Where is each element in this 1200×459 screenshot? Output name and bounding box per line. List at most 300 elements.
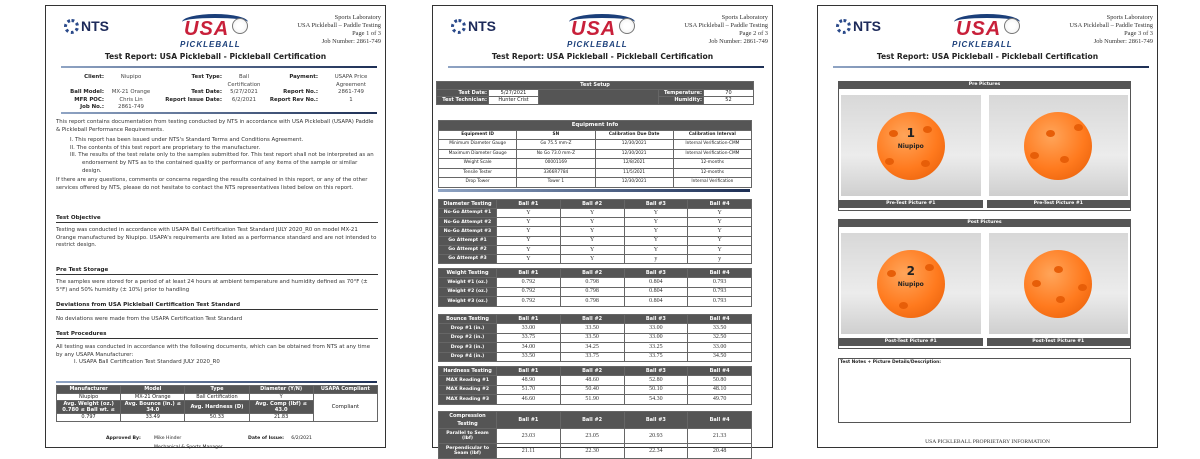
measurement-value: 0.804 xyxy=(624,287,688,297)
summary-header: Diameter (Y/N) xyxy=(249,386,313,394)
info-label: Test Date: xyxy=(191,89,222,95)
section-heading-deviations: Deviations from USA Pickleball Certification Test Standard xyxy=(56,302,378,310)
measurement-value: Y xyxy=(560,209,624,218)
terms-list xyxy=(56,137,378,175)
measurement-value: Y xyxy=(624,236,688,245)
term-item: I. This report has been issued under NTS's Standard Terms and Conditions Agreement. xyxy=(70,137,304,144)
humidity-label: Humidity: xyxy=(658,97,703,105)
measurement-value: 22.34 xyxy=(624,444,688,459)
ball-image xyxy=(877,250,945,318)
ball-column-header: Ball #2 xyxy=(560,412,624,429)
page-number: Page 3 of 3 xyxy=(1124,30,1153,37)
summary-value: 33.49 xyxy=(121,414,185,422)
measurement-value: 20.48 xyxy=(688,444,752,459)
intro-text xyxy=(56,119,378,192)
measurement-value: 0.804 xyxy=(624,278,688,288)
measurement-value: Y xyxy=(688,218,752,227)
table-row xyxy=(439,278,752,288)
test-table xyxy=(438,411,752,459)
info-value: MX-21 Orange xyxy=(111,89,151,95)
test-table xyxy=(438,314,752,362)
program-name: USA Pickleball – Paddle Testing xyxy=(297,22,381,29)
ball-column-header: Ball #2 xyxy=(560,367,624,376)
pre-pictures xyxy=(838,81,1131,211)
info-value: Niupipo xyxy=(120,74,142,80)
issue-date-value: 6/2/2021 xyxy=(291,436,312,441)
program-name: USA Pickleball – Paddle Testing xyxy=(1069,22,1153,29)
measurement-value: 51.90 xyxy=(560,395,624,405)
measurement-value: 0.798 xyxy=(560,278,624,288)
measurement-value: 34.00 xyxy=(497,343,561,353)
row-label: No-Go Attempt #1 xyxy=(439,209,497,218)
measurement-value: 33.50 xyxy=(560,333,624,343)
storage-text: The samples were stored for a period of at least 24 hours at ambient temperature and humidity defined as 70°F (± 5°F) and 50% humidity (± 10%) prior to handling xyxy=(56,279,368,293)
info-value xyxy=(321,104,381,112)
test-notes-label: Test Notes + Picture Details/Description: xyxy=(840,360,942,365)
equipment-header: Calibration Due Date xyxy=(595,131,673,140)
equipment-row xyxy=(439,168,752,178)
logo-pickleball: PICKLEBALL xyxy=(952,40,1013,49)
info-label: Ball Model: xyxy=(70,89,104,95)
measurement-value: Y xyxy=(497,236,561,245)
table-row xyxy=(439,429,752,444)
logo-pickleball: PICKLEBALL xyxy=(567,40,628,49)
ball-image xyxy=(877,112,945,180)
ball-image xyxy=(1024,112,1092,180)
measurement-value: 48.60 xyxy=(560,376,624,386)
row-label: MAX Reading #2 xyxy=(439,385,497,395)
row-label: MAX Reading #3 xyxy=(439,395,497,405)
running-header xyxy=(1069,14,1153,46)
term-item: II. The contents of this test report are proprietary to the manufacturer. xyxy=(70,144,261,151)
row-label: Go Attempt #3 xyxy=(439,254,497,263)
summary-value: 50.33 xyxy=(185,414,249,422)
technician-label: Test Technician: xyxy=(437,97,489,105)
logo-pickleball: PICKLEBALL xyxy=(180,40,241,49)
row-label: Drop #1 (in.) xyxy=(439,324,497,334)
measurement-value: Y xyxy=(560,254,624,263)
summary-header: Avg. Bounce (in.) ≤ 34.0 xyxy=(121,401,185,414)
issue-date-label: Date of Issue: xyxy=(248,436,284,441)
report-page-1 xyxy=(45,5,386,448)
approved-label: Approved By: xyxy=(106,436,141,441)
test-date-label: Test Date: xyxy=(437,89,489,97)
row-label: No-Go Attempt #2 xyxy=(439,218,497,227)
equipment-cell: 3366R7784 xyxy=(517,168,595,178)
logo-usa: USA xyxy=(571,18,617,40)
test-table-title: Bounce Testing xyxy=(439,315,497,324)
nts-logo-text: NTS xyxy=(468,18,496,34)
issue-date xyxy=(248,434,312,443)
temperature-value: 70 xyxy=(703,89,753,97)
summary-header: USAPA Compliant xyxy=(313,386,377,394)
equipment-cell: Minimum Diameter Gauge xyxy=(439,140,517,150)
program-name: USA Pickleball – Paddle Testing xyxy=(684,22,768,29)
info-label: Payment: xyxy=(289,74,318,80)
section-heading-storage: Pre Test Storage xyxy=(56,267,378,275)
measurement-value: 33.50 xyxy=(688,324,752,334)
summary-value: 21.83 xyxy=(249,414,313,422)
lab-name: Sports Laboratory xyxy=(334,14,381,21)
test-table-title: Weight Testing xyxy=(439,269,497,278)
equipment-cell: Tower 1 xyxy=(517,178,595,188)
info-label: Client: xyxy=(84,74,104,80)
equipment-cell: Internal Verification-CMM xyxy=(673,140,751,150)
info-value: 2861-749 xyxy=(338,89,364,95)
measurement-value: Y xyxy=(624,227,688,236)
humidity-value: 52 xyxy=(703,97,753,105)
equipment-cell: Weight Scale xyxy=(439,159,517,169)
table-row xyxy=(439,287,752,297)
measurement-value: 33.25 xyxy=(624,343,688,353)
equipment-cell: 00001169 xyxy=(517,159,595,169)
compliance-status: Compliant xyxy=(313,393,377,421)
equipment-cell: No Go 73.0 mm-Z xyxy=(517,149,595,159)
ball-column-header: Ball #2 xyxy=(560,269,624,278)
ball-column-header: Ball #1 xyxy=(497,200,561,209)
equipment-table xyxy=(438,120,752,188)
procedures-paragraph: All testing was conducted in accordance with the following documents, which can be obtained from NTS at any time by any USAPA Manufacturer: xyxy=(56,344,371,358)
measurement-value: 33.00 xyxy=(624,324,688,334)
globe-icon xyxy=(836,19,851,34)
info-label: Report No.: xyxy=(283,89,318,95)
measurement-value: Y xyxy=(688,227,752,236)
deviations-text: No deviations were made from the USAPA Certification Test Standard xyxy=(56,316,243,322)
job-number: Job Number: 2861-749 xyxy=(1093,38,1153,45)
row-label: Weight #1 (oz.) xyxy=(439,278,497,288)
measurement-value: 33.00 xyxy=(497,324,561,334)
proprietary-footer: USA PICKLEBALL PROPRIETARY INFORMATION xyxy=(925,439,1050,445)
measurement-value: 34.25 xyxy=(560,343,624,353)
info-value: 2861-749 xyxy=(118,104,144,110)
photo-caption: Post-Test Picture #1 xyxy=(987,338,1131,346)
test-date-value: 5/27/2021 xyxy=(489,89,539,97)
page-number: Page 1 of 3 xyxy=(352,30,381,37)
equipment-title: Equipment Info xyxy=(439,121,752,131)
measurement-value: Y xyxy=(688,245,752,254)
test-table-title: Compression Testing xyxy=(439,412,497,429)
job-number: Job Number: 2861-749 xyxy=(708,38,768,45)
test-table-title: Diameter Testing xyxy=(439,200,497,209)
measurement-value: 34.50 xyxy=(688,352,752,362)
page-header xyxy=(818,6,1157,56)
info-value xyxy=(225,104,263,112)
measurement-value: 0.793 xyxy=(688,278,752,288)
photo-caption: Pre-Test Picture #1 xyxy=(839,200,983,208)
info-label: Report Issue Date: xyxy=(165,96,222,103)
summary-value: Niupipo xyxy=(57,393,121,401)
pickleball-icon xyxy=(619,18,635,34)
measurement-value: 33.50 xyxy=(497,352,561,362)
setup-spacer xyxy=(539,89,659,104)
measurement-value: 0.792 xyxy=(497,278,561,288)
header-rule xyxy=(833,66,1149,68)
ball-column-header: Ball #1 xyxy=(497,367,561,376)
table-row xyxy=(439,245,752,254)
section-heading-objective: Test Objective xyxy=(56,215,378,223)
pre-test-photo xyxy=(841,95,981,196)
ball-number: 1 xyxy=(906,125,915,140)
summary-value: MX-21 Orange xyxy=(121,393,185,401)
measurement-value: 0.792 xyxy=(497,297,561,307)
photo-caption: Pre-Test Picture #1 xyxy=(987,200,1131,208)
test-notes-box[interactable] xyxy=(838,358,1131,423)
row-label: Drop #3 (in.) xyxy=(439,343,497,353)
ball-column-header: Ball #1 xyxy=(497,269,561,278)
row-label: Go Attempt #1 xyxy=(439,236,497,245)
header-rule xyxy=(448,66,764,68)
measurement-value: 48.90 xyxy=(497,376,561,386)
measurement-value: 33.75 xyxy=(560,352,624,362)
measurement-value: 21.33 xyxy=(688,429,752,444)
ball-column-header: Ball #4 xyxy=(688,315,752,324)
info-label: Job No.: xyxy=(80,104,104,110)
table-row xyxy=(439,297,752,307)
summary-header: Type xyxy=(185,386,249,394)
info-label xyxy=(158,104,222,112)
measurement-value: Y xyxy=(497,227,561,236)
row-label: Perpendicular to Seam (lbf) xyxy=(439,444,497,459)
pre-test-photo xyxy=(989,95,1129,196)
row-label: Weight #3 (oz.) xyxy=(439,297,497,307)
measurement-value: 33.50 xyxy=(560,324,624,334)
report-title: Test Report: USA Pickleball - Pickleball Certification xyxy=(104,52,327,61)
ball-column-header: Ball #3 xyxy=(624,367,688,376)
pickleball-icon xyxy=(1004,18,1020,34)
test-table-title: Hardness Testing xyxy=(439,367,497,376)
measurement-value: 50.40 xyxy=(560,385,624,395)
table-row xyxy=(439,333,752,343)
test-table xyxy=(438,366,752,405)
measurement-value: Y xyxy=(560,245,624,254)
measurement-value: 23.03 xyxy=(497,429,561,444)
logo-usa: USA xyxy=(956,18,1002,40)
measurement-value: 33.75 xyxy=(624,352,688,362)
ball-column-header: Ball #3 xyxy=(624,269,688,278)
table-row xyxy=(439,218,752,227)
measurement-value: Y xyxy=(497,254,561,263)
ball-column-header: Ball #1 xyxy=(497,412,561,429)
equipment-header: Equipment ID xyxy=(439,131,517,140)
running-header xyxy=(684,14,768,46)
measurement-value: 51.70 xyxy=(497,385,561,395)
info-value: Ball Certification xyxy=(227,74,261,88)
summary-value: Ball Certification xyxy=(185,393,249,401)
report-title: Test Report: USA Pickleball - Pickleball Certification xyxy=(491,52,714,61)
measurement-value: 23.05 xyxy=(560,429,624,444)
info-label: Report Rev No.: xyxy=(269,96,318,103)
measurement-value: 33.00 xyxy=(624,333,688,343)
equipment-cell: Go 75.5 mm-Z xyxy=(517,140,595,150)
info-value: 6/2/2021 xyxy=(231,96,257,103)
equipment-cell: 11/5/2021 xyxy=(595,168,673,178)
section-heading-procedures: Test Procedures xyxy=(56,331,378,339)
equipment-rule xyxy=(438,189,750,192)
measurement-value: 22.30 xyxy=(560,444,624,459)
equipment-cell: Drop Tower xyxy=(439,178,517,188)
nts-logo-text: NTS xyxy=(853,18,881,34)
summary-header: Manufacturer xyxy=(57,386,121,394)
equipment-cell: 12-months xyxy=(673,159,751,169)
header-rule xyxy=(61,66,377,68)
row-label: Weight #2 (oz.) xyxy=(439,287,497,297)
table-row xyxy=(439,376,752,386)
ball-brand: Niupipo xyxy=(897,280,924,288)
equipment-cell: Maximum Diameter Gauge xyxy=(439,149,517,159)
info-value: USAPA Price Agreement xyxy=(334,74,368,88)
summary-header: Model xyxy=(121,386,185,394)
equipment-cell: 12-months xyxy=(673,168,751,178)
page-header xyxy=(46,6,385,56)
running-header xyxy=(297,14,381,46)
measurement-value: Y xyxy=(497,218,561,227)
test-setup-title: Test Setup xyxy=(437,82,754,90)
equipment-header: SN xyxy=(517,131,595,140)
post-pictures xyxy=(838,219,1131,349)
ball-brand: Niupipo xyxy=(897,142,924,150)
objective-text: Testing was conducted in accordance with USAPA Ball Certification Test Standard JULY 2020_R0 on model MX-21 Orange manufactured by Niupipo. USAPA's requirements are listed as a performance standard and are not intended to restrict design. xyxy=(56,227,377,249)
technician-value: Hunter Crist xyxy=(489,97,539,105)
measurement-value: 0.798 xyxy=(560,287,624,297)
equipment-row xyxy=(439,159,752,169)
page-header xyxy=(433,6,772,56)
measurement-value: 50.10 xyxy=(624,385,688,395)
ball-image xyxy=(1024,250,1092,318)
measurement-value: 21.11 xyxy=(497,444,561,459)
table-row xyxy=(439,227,752,236)
measurement-value: 50.80 xyxy=(688,376,752,386)
measurement-value: Y xyxy=(624,209,688,218)
temperature-label: Temperature: xyxy=(658,89,703,97)
equipment-cell: 12/30/2021 xyxy=(595,149,673,159)
test-table xyxy=(438,199,752,264)
equipment-row xyxy=(439,149,752,159)
ball-column-header: Ball #1 xyxy=(497,315,561,324)
contact-paragraph: If there are any questions, comments or concerns regarding the results contained in this report, or any of the other services offered by NTS, please do not hesitate to contact the NTS representatives listed below on this report. xyxy=(56,177,368,191)
table-row xyxy=(439,395,752,405)
measurement-value: y xyxy=(688,254,752,263)
row-label: Drop #4 (in.) xyxy=(439,352,497,362)
info-rule xyxy=(61,112,377,114)
measurement-value: Y xyxy=(497,245,561,254)
table-row xyxy=(439,385,752,395)
approval-block xyxy=(106,434,141,443)
summary-rule xyxy=(56,381,377,383)
ball-column-header: Ball #3 xyxy=(624,200,688,209)
page-number: Page 2 of 3 xyxy=(739,30,768,37)
row-label: Parallel to Seam (lbf) xyxy=(439,429,497,444)
measurement-value: Y xyxy=(624,218,688,227)
measurement-value: 54.30 xyxy=(624,395,688,405)
summary-header: Avg. Comp (lbf) ≤ 43.0 xyxy=(249,401,313,414)
table-row xyxy=(439,209,752,218)
globe-icon xyxy=(451,19,466,34)
approver-name: Mike Hinder xyxy=(154,436,182,441)
photo-caption: Post-Test Picture #1 xyxy=(839,338,983,346)
pre-pictures-title: Pre Pictures xyxy=(838,81,1131,89)
report-info xyxy=(58,74,378,112)
ball-column-header: Ball #4 xyxy=(688,269,752,278)
ball-column-header: Ball #3 xyxy=(624,412,688,429)
ball-column-header: Ball #2 xyxy=(560,200,624,209)
equipment-cell: Tensile Tester xyxy=(439,168,517,178)
usa-pickleball-logo xyxy=(948,12,1028,52)
measurement-value: 0.804 xyxy=(624,297,688,307)
summary-value: 0.797 xyxy=(57,414,121,422)
lab-name: Sports Laboratory xyxy=(1106,14,1153,21)
lab-name: Sports Laboratory xyxy=(721,14,768,21)
measurement-value: 33.75 xyxy=(497,333,561,343)
ball-column-header: Ball #4 xyxy=(688,367,752,376)
equipment-header: Calibration Interval xyxy=(673,131,751,140)
measurement-value: 0.793 xyxy=(688,287,752,297)
measurement-value: y xyxy=(624,254,688,263)
globe-icon xyxy=(64,19,79,34)
ball-column-header: Ball #4 xyxy=(688,200,752,209)
pickleball-icon xyxy=(232,18,248,34)
row-label: MAX Reading #1 xyxy=(439,376,497,386)
ball-number: 2 xyxy=(906,263,915,278)
equipment-cell: 12/8/2021 xyxy=(595,159,673,169)
nts-logo xyxy=(451,18,496,34)
nts-logo xyxy=(836,18,881,34)
post-pictures-title: Post Pictures xyxy=(838,219,1131,227)
measurement-value: 49.70 xyxy=(688,395,752,405)
ball-column-header: Ball #4 xyxy=(688,412,752,429)
table-row xyxy=(439,343,752,353)
measurement-value: Y xyxy=(560,236,624,245)
ball-column-header: Ball #3 xyxy=(624,315,688,324)
measurement-value: 0.792 xyxy=(497,287,561,297)
row-label: Drop #2 (in.) xyxy=(439,333,497,343)
logo-usa: USA xyxy=(184,18,230,40)
measurement-value: 0.798 xyxy=(560,297,624,307)
usa-pickleball-logo xyxy=(176,12,256,52)
test-setup-table xyxy=(436,81,754,105)
measurement-value: Y xyxy=(560,227,624,236)
table-row xyxy=(439,324,752,334)
job-number: Job Number: 2861-749 xyxy=(321,38,381,45)
test-table xyxy=(438,268,752,307)
info-label: Test Type: xyxy=(191,74,222,80)
summary-header: Avg. Hardness (D) xyxy=(185,401,249,414)
procedure-item: I. USAPA Ball Certification Test Standard JULY 2020_R0 xyxy=(74,359,220,366)
equipment-cell: Internal Verification xyxy=(673,178,751,188)
nts-logo-text: NTS xyxy=(81,18,109,34)
info-value: Chris Lin xyxy=(119,96,143,103)
info-value: 5/27/2021 xyxy=(230,89,258,95)
measurement-value: 48.10 xyxy=(688,385,752,395)
summary-value: Y xyxy=(249,393,313,401)
equipment-cell: 12/30/2021 xyxy=(595,140,673,150)
info-label: MFR POC: xyxy=(74,96,104,103)
post-test-photo xyxy=(841,233,981,334)
row-label: Go Attempt #2 xyxy=(439,245,497,254)
measurement-value: 33.00 xyxy=(688,343,752,353)
measurement-value: Y xyxy=(688,236,752,245)
measurement-value: 46.60 xyxy=(497,395,561,405)
summary-table xyxy=(56,385,378,422)
measurement-value: 52.80 xyxy=(624,376,688,386)
usa-pickleball-logo xyxy=(563,12,643,52)
table-row xyxy=(439,254,752,263)
measurement-value: Y xyxy=(560,218,624,227)
equipment-row xyxy=(439,140,752,150)
measurement-value: 20.93 xyxy=(624,429,688,444)
equipment-cell: Internal Verification-CMM xyxy=(673,149,751,159)
nts-logo xyxy=(64,18,109,34)
row-label: No-Go Attempt #3 xyxy=(439,227,497,236)
